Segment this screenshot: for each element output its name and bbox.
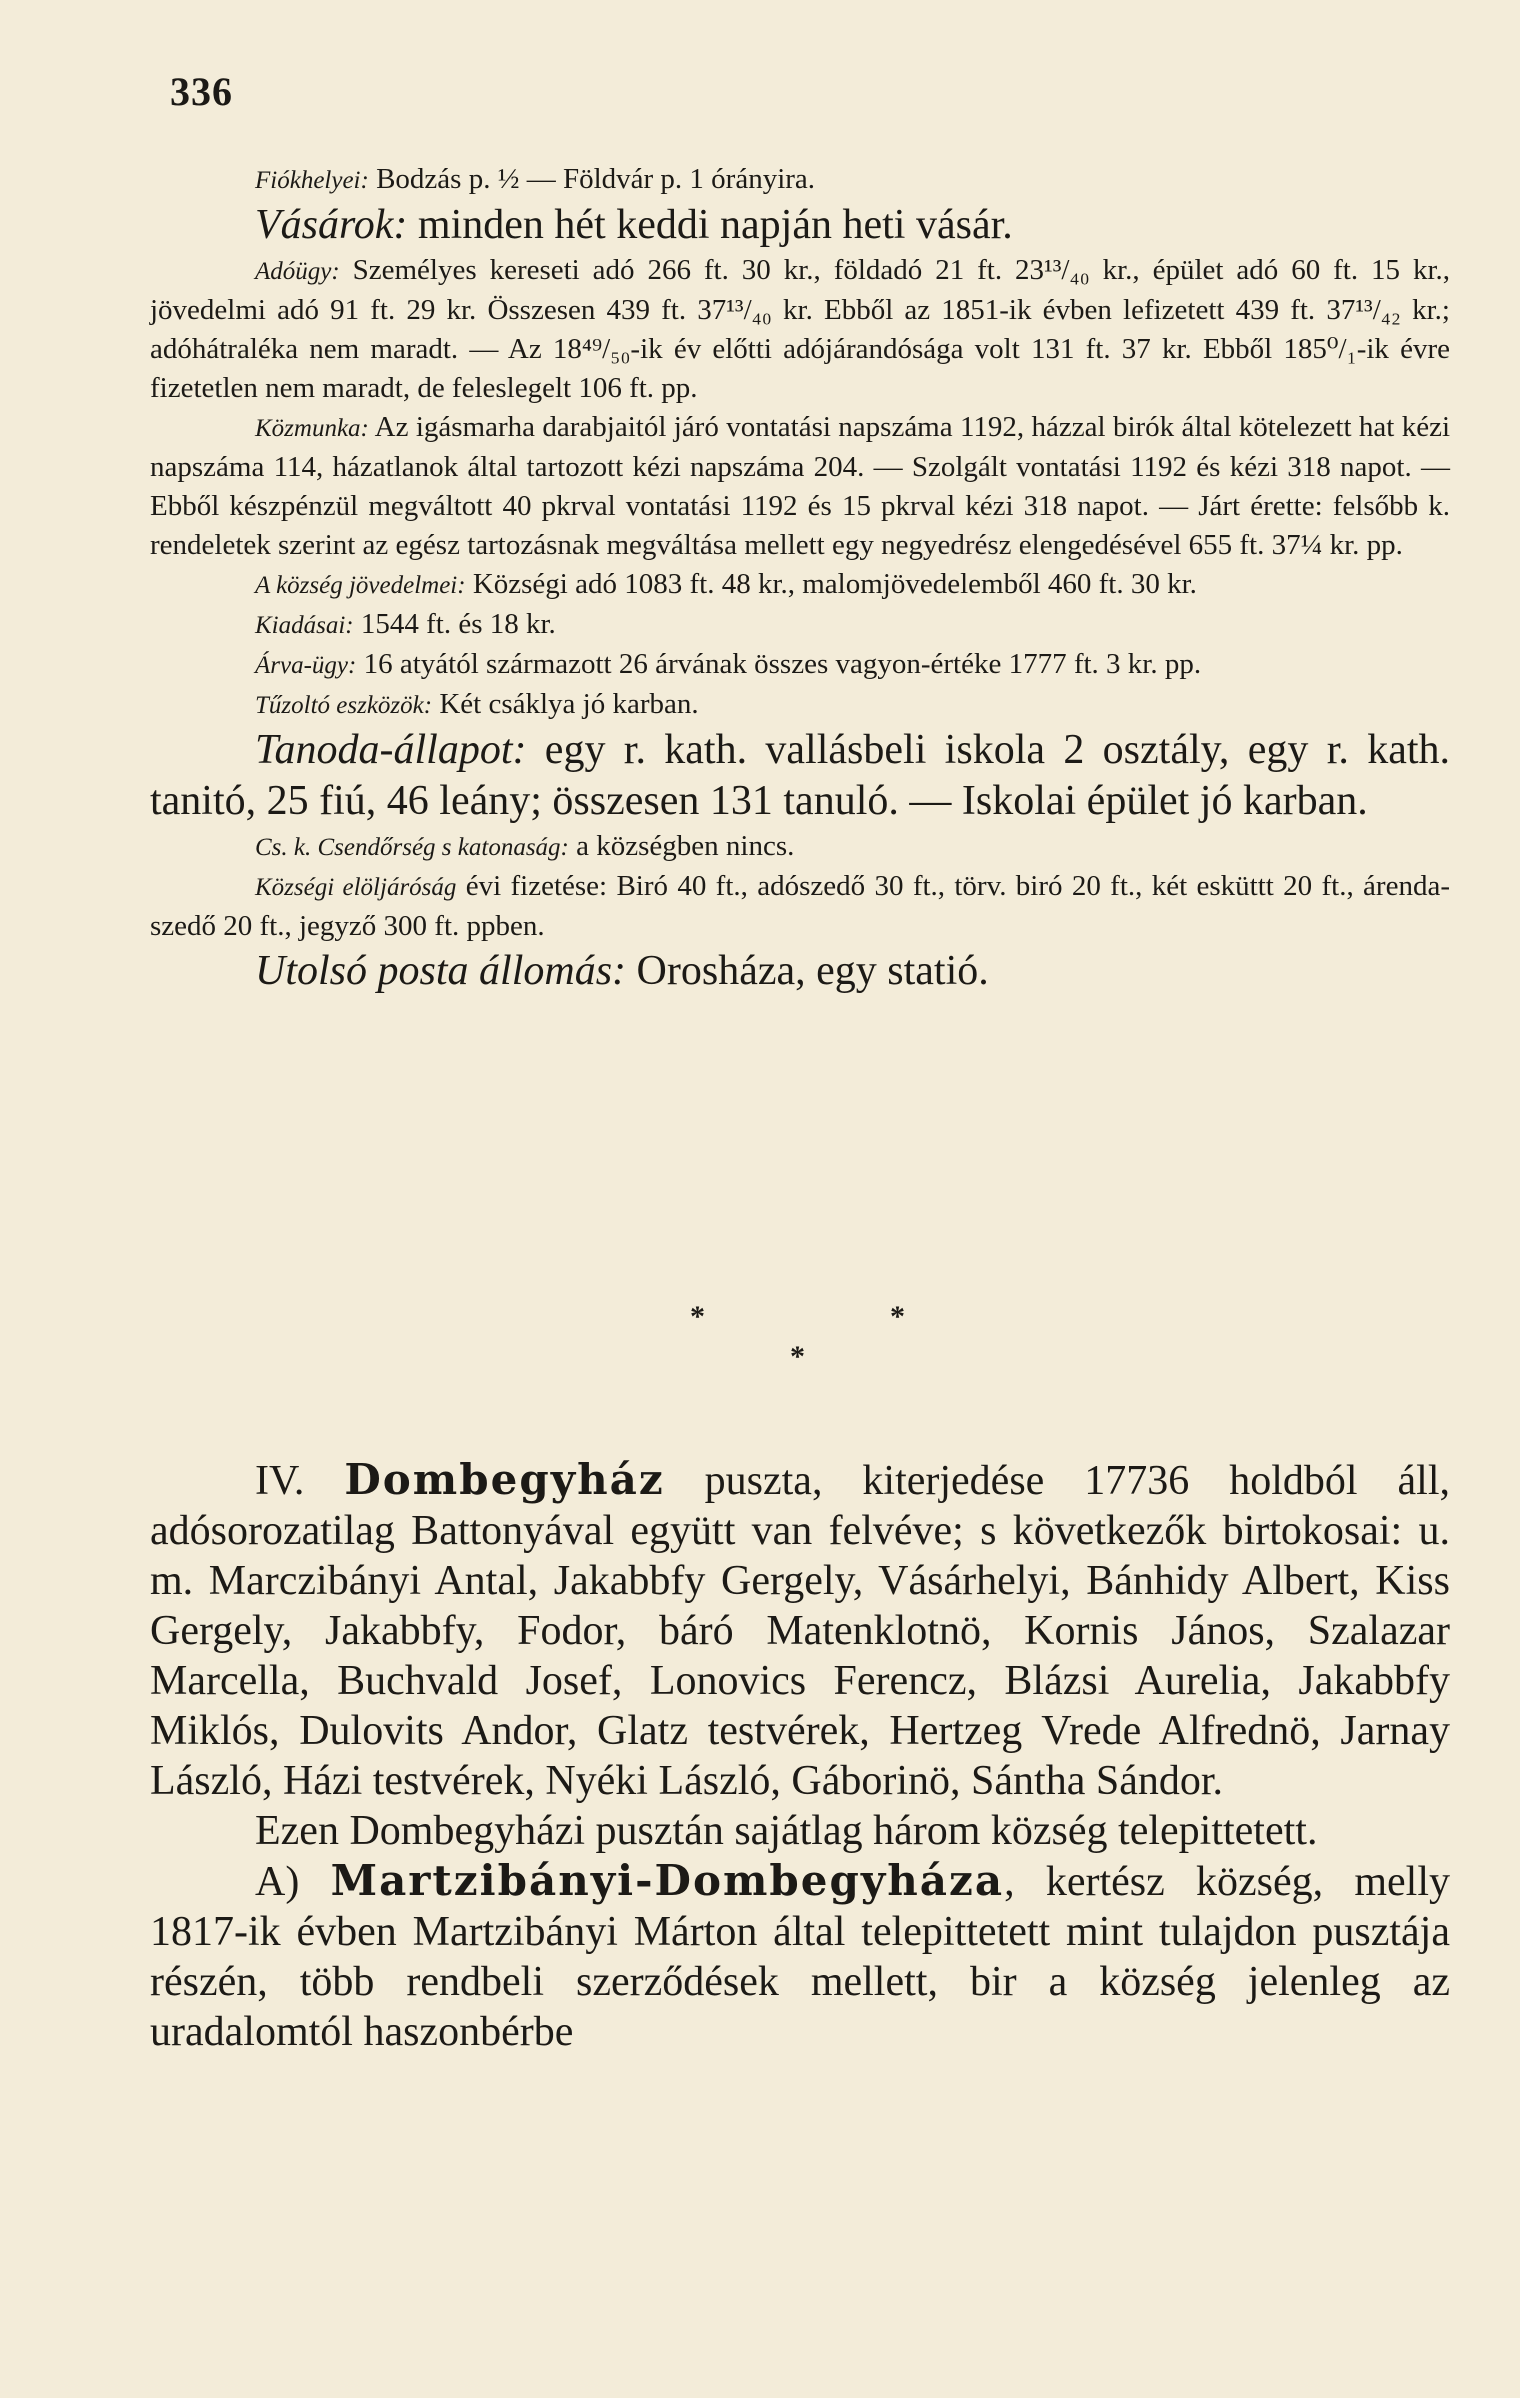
text-adougy: Személyes kereseti adó 266 ft. 30 kr., földadó 21 ft. 23¹³/₄₀ kr., épület adó 60 ft. 15 kr., jövedelmi adó 91 ft. 29 kr. Összesen 439 ft. 37¹³/₄₀ kr. Ebből az 1851-ik évben lefizetett 439 ft. 37¹³/₄₂ kr.; adóhátraléka nem maradt. — Az 18⁴⁹/₅₀-ik év előtti adójárandósága volt 131 ft. 37 kr. Ebből 185⁰/₁-ik évre fizetetlen nem maradt, de feleslegelt 106 ft. pp. xyxy=(150,254,1450,404)
main-text-column xyxy=(150,160,1450,997)
text-tuzolto: Két csáklya jó karban. xyxy=(432,688,699,720)
text-kozmunka: Az igásmarha darabjaitól járó vontatási napszáma 1192, házzal birók által kötelezett hat kézi napszáma 114, házatlanok által tartozott kézi napszáma 204. — Szolgált vontatási 1192 és kézi 318 napot. — Ebből készpénzül megváltott 40 pkrval vontatási 1192 és 15 pkrval kézi 318 napot. — Járt érette: felsőbb k. rendeletek szerint az egész tartozásnak megváltása mellett egy negyedrész elengedésével 655 ft. 37¼ kr. pp. xyxy=(150,411,1450,561)
text-kiadasai: 1544 ft. és 18 kr. xyxy=(353,608,556,640)
paragraph-dombegyhaz xyxy=(150,1455,1450,1806)
heading-tanoda: Tanoda-állapot: xyxy=(255,727,527,773)
heading-tuzolto: Tűzoltó eszközök: xyxy=(255,692,433,719)
heading-posta: Utolsó posta állomás: xyxy=(255,948,627,994)
heading-vasarok: Vásárok: xyxy=(255,202,408,248)
text-dombegyhaz: puszta, kiterjedése 17736 holdból áll, adósorozatilag Battonyával együtt van felvéve; s következők birtokosai: u. m. Marczibányi Antal, Jakabbfy Gergely, Vásárhelyi, Bánhidy Albert, Kiss Gergely, Jakabbfy, Fodor, báró Matenklotnö, Kornis János, Szalazar Marcella, Buchvald Josef, Lonovics Ferencz, Blázsi Aurelia, Jakabbfy Miklós, Dulovits Andor, Glatz testvérek, Hertzeg Vrede Alfrednö, Jarnay László, Házi testvérek, Nyéki László, Gáborinö, Sántha Sándor. xyxy=(150,1458,1450,1804)
divider-star: * xyxy=(890,1300,905,1333)
paragraph-adougy xyxy=(150,251,1450,408)
paragraph-arva-ugy xyxy=(150,645,1450,685)
paragraph-posta xyxy=(150,946,1450,997)
section-numeral: IV. xyxy=(255,1458,305,1504)
heading-kiadasai: Kiadásai: xyxy=(255,612,354,639)
section-iv xyxy=(150,1455,1450,2057)
paragraph-jovedelmei xyxy=(150,565,1450,605)
text-csendorseg: a községben nincs. xyxy=(568,830,795,862)
page-number: 336 xyxy=(170,69,233,114)
text-posta: Orosháza, egy statió. xyxy=(626,948,989,994)
paragraph-kiadasai xyxy=(150,605,1450,645)
paragraph-tanoda xyxy=(150,725,1450,827)
paragraph-kozmunka xyxy=(150,408,1450,565)
divider-star: * xyxy=(690,1300,705,1333)
paragraph-tuzolto xyxy=(150,685,1450,725)
heading-eloljarosag: Községi elöljáróság xyxy=(255,874,457,901)
paragraph-martzibanyi xyxy=(150,1856,1450,2057)
text-martzibanyi: , kertész község, melly 1817-ik évben Martzibányi Márton által telepittetett mint tulajdon pusztája részén, több rendbeli szerződések mellett, bir a község jelenleg az uradalomtól haszonbérbe xyxy=(150,1859,1451,2055)
text-fiokhelyei: Bodzás p. ½ — Földvár p. 1 órányira. xyxy=(368,163,816,195)
place-name-martzibanyi: Martzibányi-Dombegyháza xyxy=(330,1856,1005,1905)
heading-kozmunka: Közmunka: xyxy=(255,415,369,442)
heading-arva-ugy: Árva-ügy: xyxy=(255,652,357,679)
text-eloljarosag: évi fizetése: Biró 40 ft., adószedő 30 ft., törv. biró 20 ft., két esküttt 20 ft., árenda-szedő 20 ft., jegyző 300 ft. ppben. xyxy=(150,870,1450,942)
text-arva-ugy: 16 atyától származott 26 árvának összes vagyon-értéke 1777 ft. 3 kr. pp. xyxy=(356,648,1202,680)
place-name-dombegyhaz: Dombegyház xyxy=(344,1455,665,1504)
text-vasarok: minden hét keddi napján heti vásár. xyxy=(407,202,1013,248)
item-label-a: A) xyxy=(255,1859,300,1905)
text-jovedelmei: Községi adó 1083 ft. 48 kr., malomjövedelemből 460 ft. 30 kr. xyxy=(465,568,1197,600)
paragraph-eloljarosag xyxy=(150,867,1450,946)
paragraph-csendorseg xyxy=(150,827,1450,867)
heading-fiokhelyei: Fiókhelyei: xyxy=(255,167,369,194)
paragraph-vasarok xyxy=(150,200,1450,251)
divider-star: * xyxy=(790,1340,805,1373)
section-divider-stars xyxy=(150,1300,1450,1380)
heading-adougy: Adóügy: xyxy=(255,258,340,285)
text-tanoda: egy r. kath. vallásbeli iskola 2 osztály, egy r. kath. tanitó, 25 fiú, 46 leány; összesen 131 tanuló. — Iskolai épület jó karban. xyxy=(150,727,1450,824)
heading-jovedelmei: A község jövedelmei: xyxy=(255,572,466,599)
paragraph-telepittetett: Ezen Dombegyházi pusztán sajátlag három község telepittetett. xyxy=(255,1808,1318,1854)
paragraph-fiokhelyei xyxy=(150,160,1450,200)
heading-csendorseg: Cs. k. Csendőrség s katonaság: xyxy=(255,834,569,861)
